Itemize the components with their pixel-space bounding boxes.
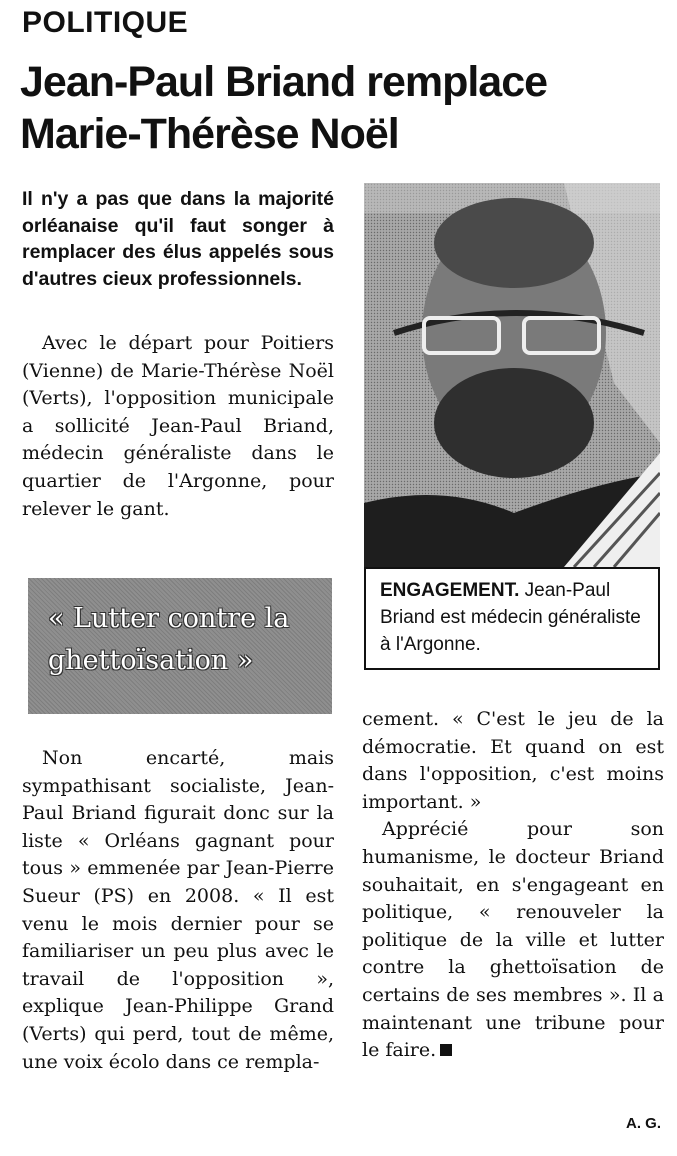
article-body-part2	[22, 745, 334, 1076]
caption-text-block	[380, 577, 650, 658]
section-rubric: POLITIQUE	[22, 6, 189, 39]
end-of-article-square-icon	[440, 1044, 452, 1056]
article-headline: Jean-Paul Briand remplace Marie-Thérèse Noël	[20, 58, 548, 158]
article-lead: Il n'y a pas que dans la majorité orléanaise qu'il faut songer à remplacer des élus appelés sous d'autres cieux professionnels.	[22, 188, 334, 290]
article-body-part3	[362, 706, 664, 1065]
photo-caption	[364, 567, 660, 670]
portrait-photo	[364, 183, 660, 567]
paragraph-3	[362, 816, 664, 1064]
portrait-image	[364, 183, 660, 567]
paragraph-3-text: Apprécié pour son humanisme, le docteur Briand souhaitait, en s'engageant en politique, « renouveler la politique de la ville et lutter contre la ghettoïsation de certains de ses membres ». Il a maintenant une tribune pour le faire.	[362, 818, 664, 1062]
subhead-quote: « Lutter contre la ghettoïsation »	[48, 603, 290, 676]
article-body-part1	[22, 330, 334, 523]
paragraph-1: Avec le départ pour Poitiers (Vienne) de Marie-Thérèse Noël (Verts), l'opposition municipale a sollicité Jean-Paul Briand, médecin généraliste dans le quartier de l'Argonne, pour relever le gant.	[22, 332, 334, 520]
paragraph-2-continued: cement. « C'est le jeu de la démocratie. Et quand on est dans l'opposition, c'est moins important. »	[362, 708, 664, 813]
caption-text: Jean-Paul Briand est médecin généraliste à l'Argonne.	[380, 580, 641, 655]
paragraph-2: Non encarté, mais sympathisant socialiste, Jean-Paul Briand figurait donc sur la liste « Orléans gagnant pour tous » emmenée par Jean-Pierre Sueur (PS) en 2008. « Il est venu le mois dernier pour se familiariser un peu plus avec le travail de l'opposition », explique Jean-Philippe Grand (Verts) qui perd, tout de même, une voix écolo dans ce rempla-	[22, 747, 334, 1073]
caption-label: ENGAGEMENT.	[380, 580, 520, 601]
subhead-box	[28, 578, 332, 714]
author-signature: A. G.	[626, 1115, 662, 1132]
